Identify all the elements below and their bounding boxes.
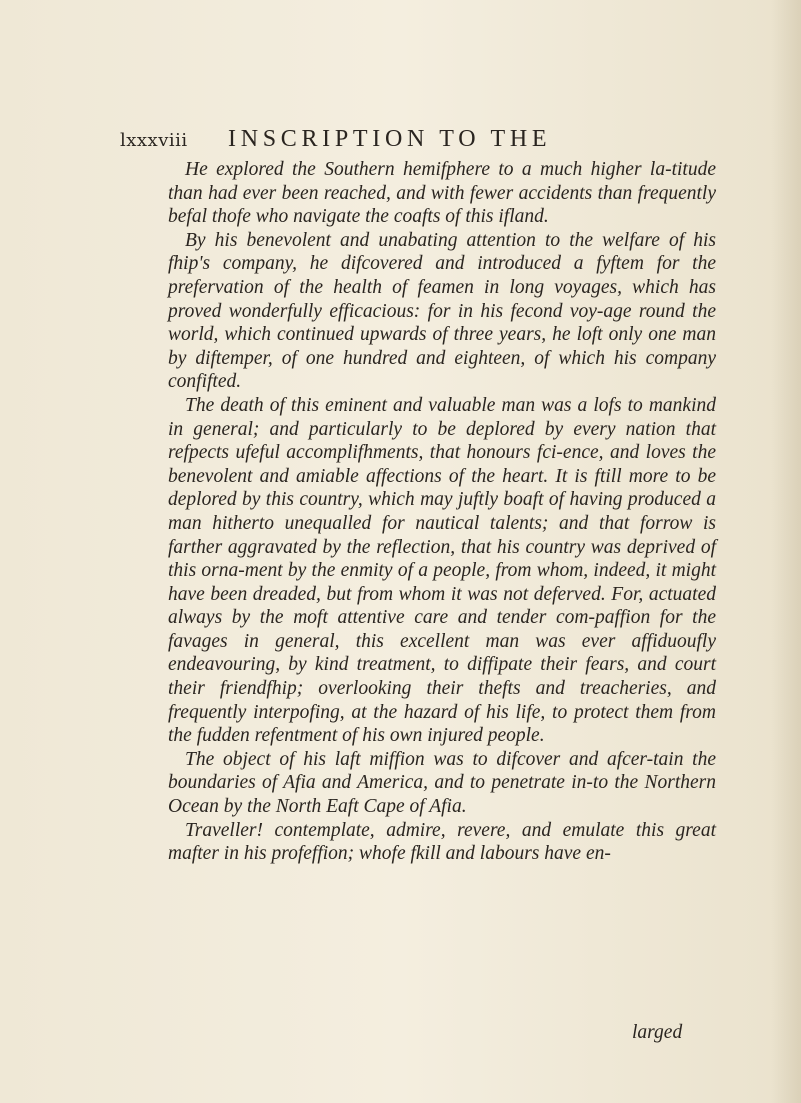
running-head: INSCRIPTION TO THE (228, 126, 552, 152)
paragraph-southern-hemisphere: He explored the Southern hemifphere to a much higher la-titude than had ever been reached, and with fewer accidents than frequently befal thofe who navigate the coafts of this ifland. (168, 159, 716, 228)
paragraph-last-mission: The object of his laft miffion was to difcover and afcer-tain the boundaries of Afia and America, and to penetrate in-to the Northern Ocean by the North Eaft Cape of Afia. (168, 748, 716, 818)
page-edge-shadow (771, 0, 801, 1103)
paragraph-traveller: Traveller! contemplate, admire, revere, and emulate this great mafter in his profeffion; whofe fkill and labours have en- (168, 819, 716, 865)
page-number: lxxxviii (120, 130, 188, 151)
paragraph-health-of-seamen: By his benevolent and unabating attention to the welfare of his fhip's company, he difcovered and introduced a fyftem for the prefervation of the health of feamen in long voyages, which has proved wonderfully efficacious: for in his fecond voy-age round the world, which continued upwards of three years, he loft only one man by diftemper, of one hundred and eighteen, of which his company confifted. (168, 229, 716, 393)
catchword: larged (632, 1022, 683, 1043)
body-text (168, 158, 716, 866)
paragraph-death-of-cook: The death of this eminent and valuable man was a lofs to mankind in general; and particularly to be deplored by every nation that refpects ufeful accomplifhments, that honours fci-ence, and loves the benevolent and amiable affections of the heart. It is ftill more to be deplored by this country, which may juftly boaft of having produced a man hitherto unequalled for nautical talents; and that forrow is farther aggravated by the reflection, that his country was deprived of this orna-ment by the enmity of a people, from whom, indeed, it might have been dreaded, but from whom it was not deferved. For, actuated always by the moft attentive care and tender com-paffion for the favages in general, this excellent man was ever affiduoufly endeavouring, by kind treatment, to diffipate their fears, and court their friendfhip; overlooking their thefts and treacheries, and frequently interpofing, at the hazard of his life, to protect them from the fudden refentment of his own injured people. (168, 394, 716, 747)
